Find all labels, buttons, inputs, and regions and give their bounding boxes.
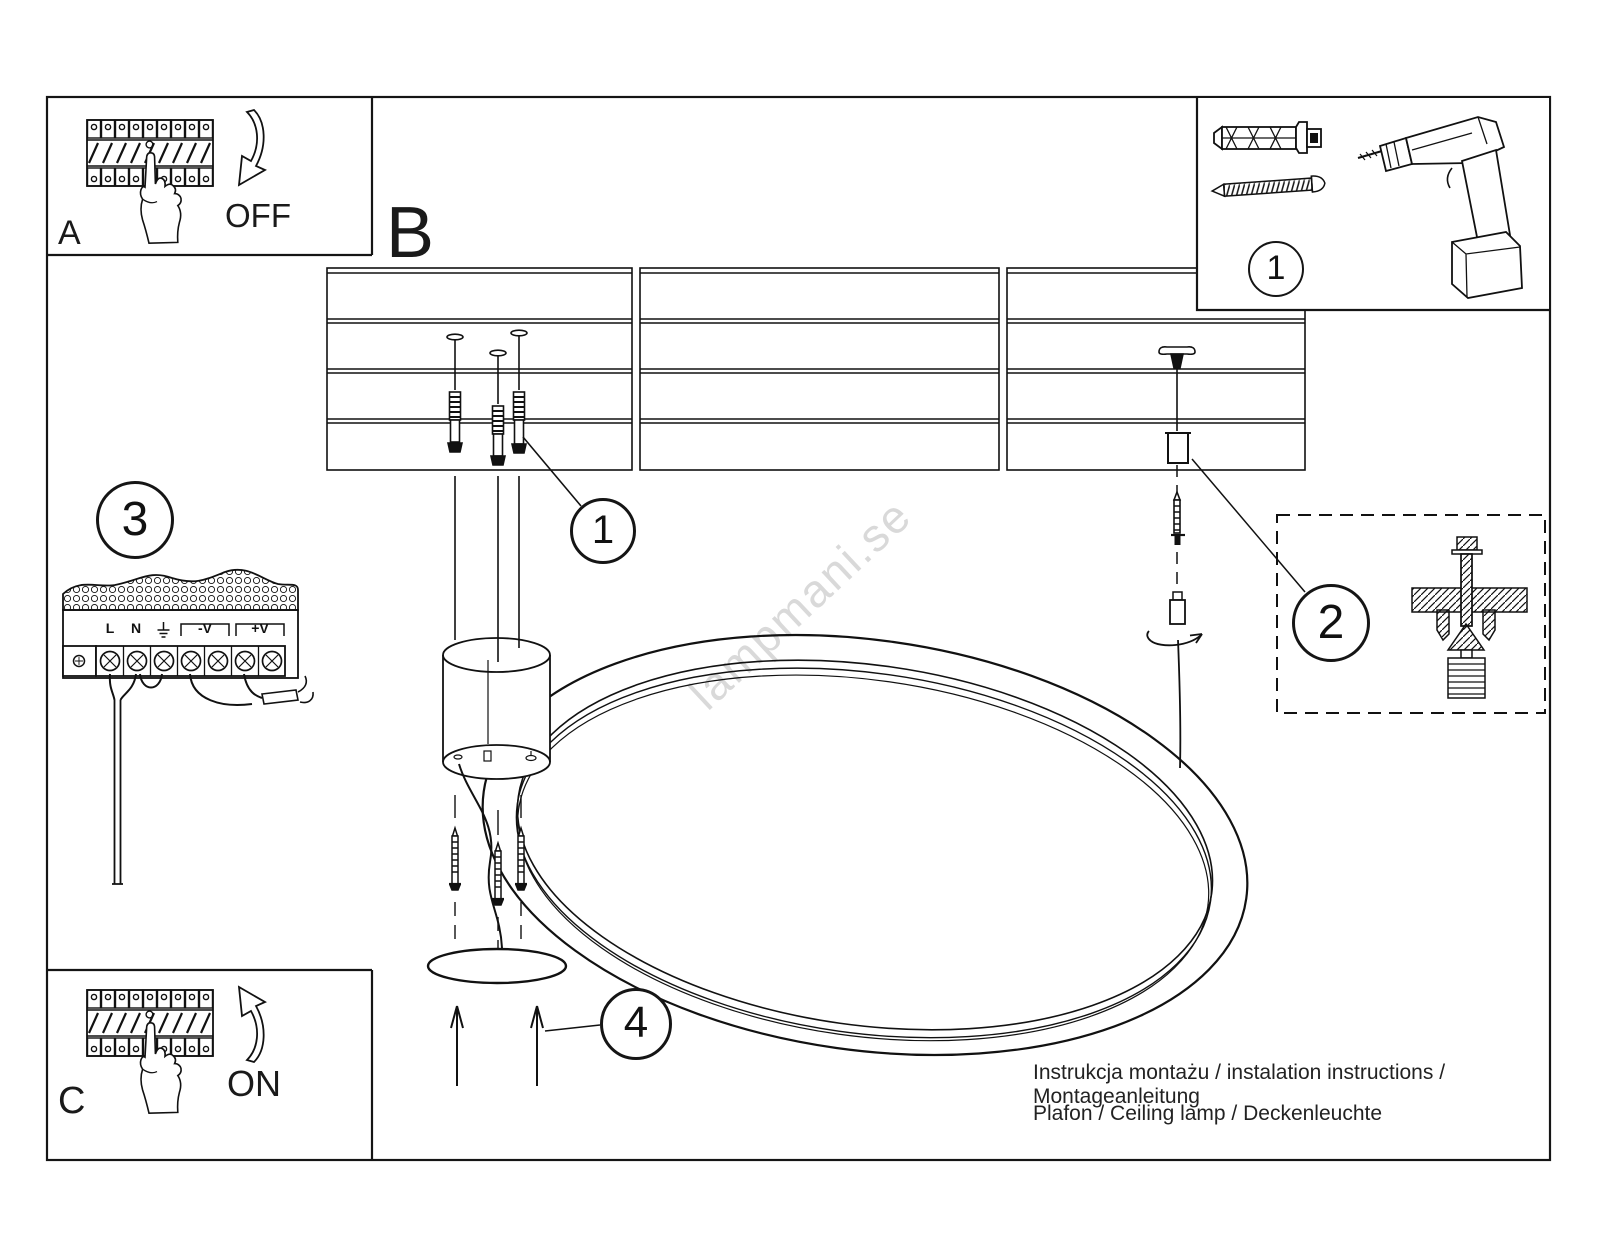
step-label-b: B [386, 193, 435, 273]
callout-1-leader [523, 437, 581, 506]
on-arrow-icon [239, 987, 265, 1062]
anchor-cross-section [1412, 537, 1527, 698]
ring-lamp [455, 588, 1275, 1101]
anchor-sleeve-icon [1165, 433, 1191, 463]
suspension-chain [1147, 347, 1305, 768]
ceiling-panel-middle [640, 268, 999, 470]
wall-anchor-icon [491, 406, 505, 465]
terminal-label-plus-v: +V [251, 620, 269, 636]
callout-1-text: 1 [591, 507, 615, 552]
on-label: ON [227, 1063, 281, 1104]
callout-1-text: 1 [1266, 248, 1286, 287]
hanging-screw-icon [1171, 492, 1185, 545]
suspension-wire [1178, 640, 1180, 768]
wire-fitting-icon [1170, 592, 1185, 624]
cover-disc [428, 949, 566, 983]
screw-guide-lines [455, 476, 519, 662]
terminal-label-neutral: N [130, 620, 142, 636]
wall-anchor-icon [448, 392, 462, 452]
callout-3 [96, 481, 174, 559]
step-label-a: A [58, 214, 81, 252]
callout-2 [1292, 584, 1370, 662]
off-label: OFF [225, 197, 291, 234]
callout-4-text: 4 [623, 998, 649, 1047]
screw-icon [449, 828, 461, 890]
toggle-bolt-head-icon [1159, 347, 1195, 368]
callout-1-anchors [570, 498, 636, 564]
off-arrow-icon [239, 110, 265, 185]
step-label-c: C [58, 1080, 86, 1122]
canopy [443, 638, 550, 779]
wall-anchor-icon [512, 392, 526, 453]
terminal-label-minus-v: -V [198, 620, 212, 636]
terminal-label-live: L [105, 620, 115, 636]
callout-3-text: 3 [121, 492, 149, 546]
up-arrows [451, 1006, 600, 1086]
footer-title-line1: Instrukcja montażu / instalation instructions / Montageanleitung [1033, 1061, 1446, 1108]
watermark: lampmani.se [678, 488, 922, 720]
expansion-anchors-group [447, 330, 581, 506]
psu-wires [110, 674, 313, 884]
callout-2-leader [1192, 459, 1305, 592]
ceiling-panel-left [327, 268, 632, 470]
rotate-arrow-icon [1147, 631, 1202, 645]
callout-4 [600, 988, 672, 1060]
callout-4-leader [545, 1025, 600, 1031]
psu-terminal-diagram [63, 570, 313, 884]
footer-title-line2: Plafon / Ceiling lamp / Deckenleuchte [1033, 1102, 1383, 1125]
callout-1-parts [1248, 241, 1304, 297]
wall-plug-icon [1214, 122, 1321, 153]
callout-2-text: 2 [1317, 595, 1345, 649]
